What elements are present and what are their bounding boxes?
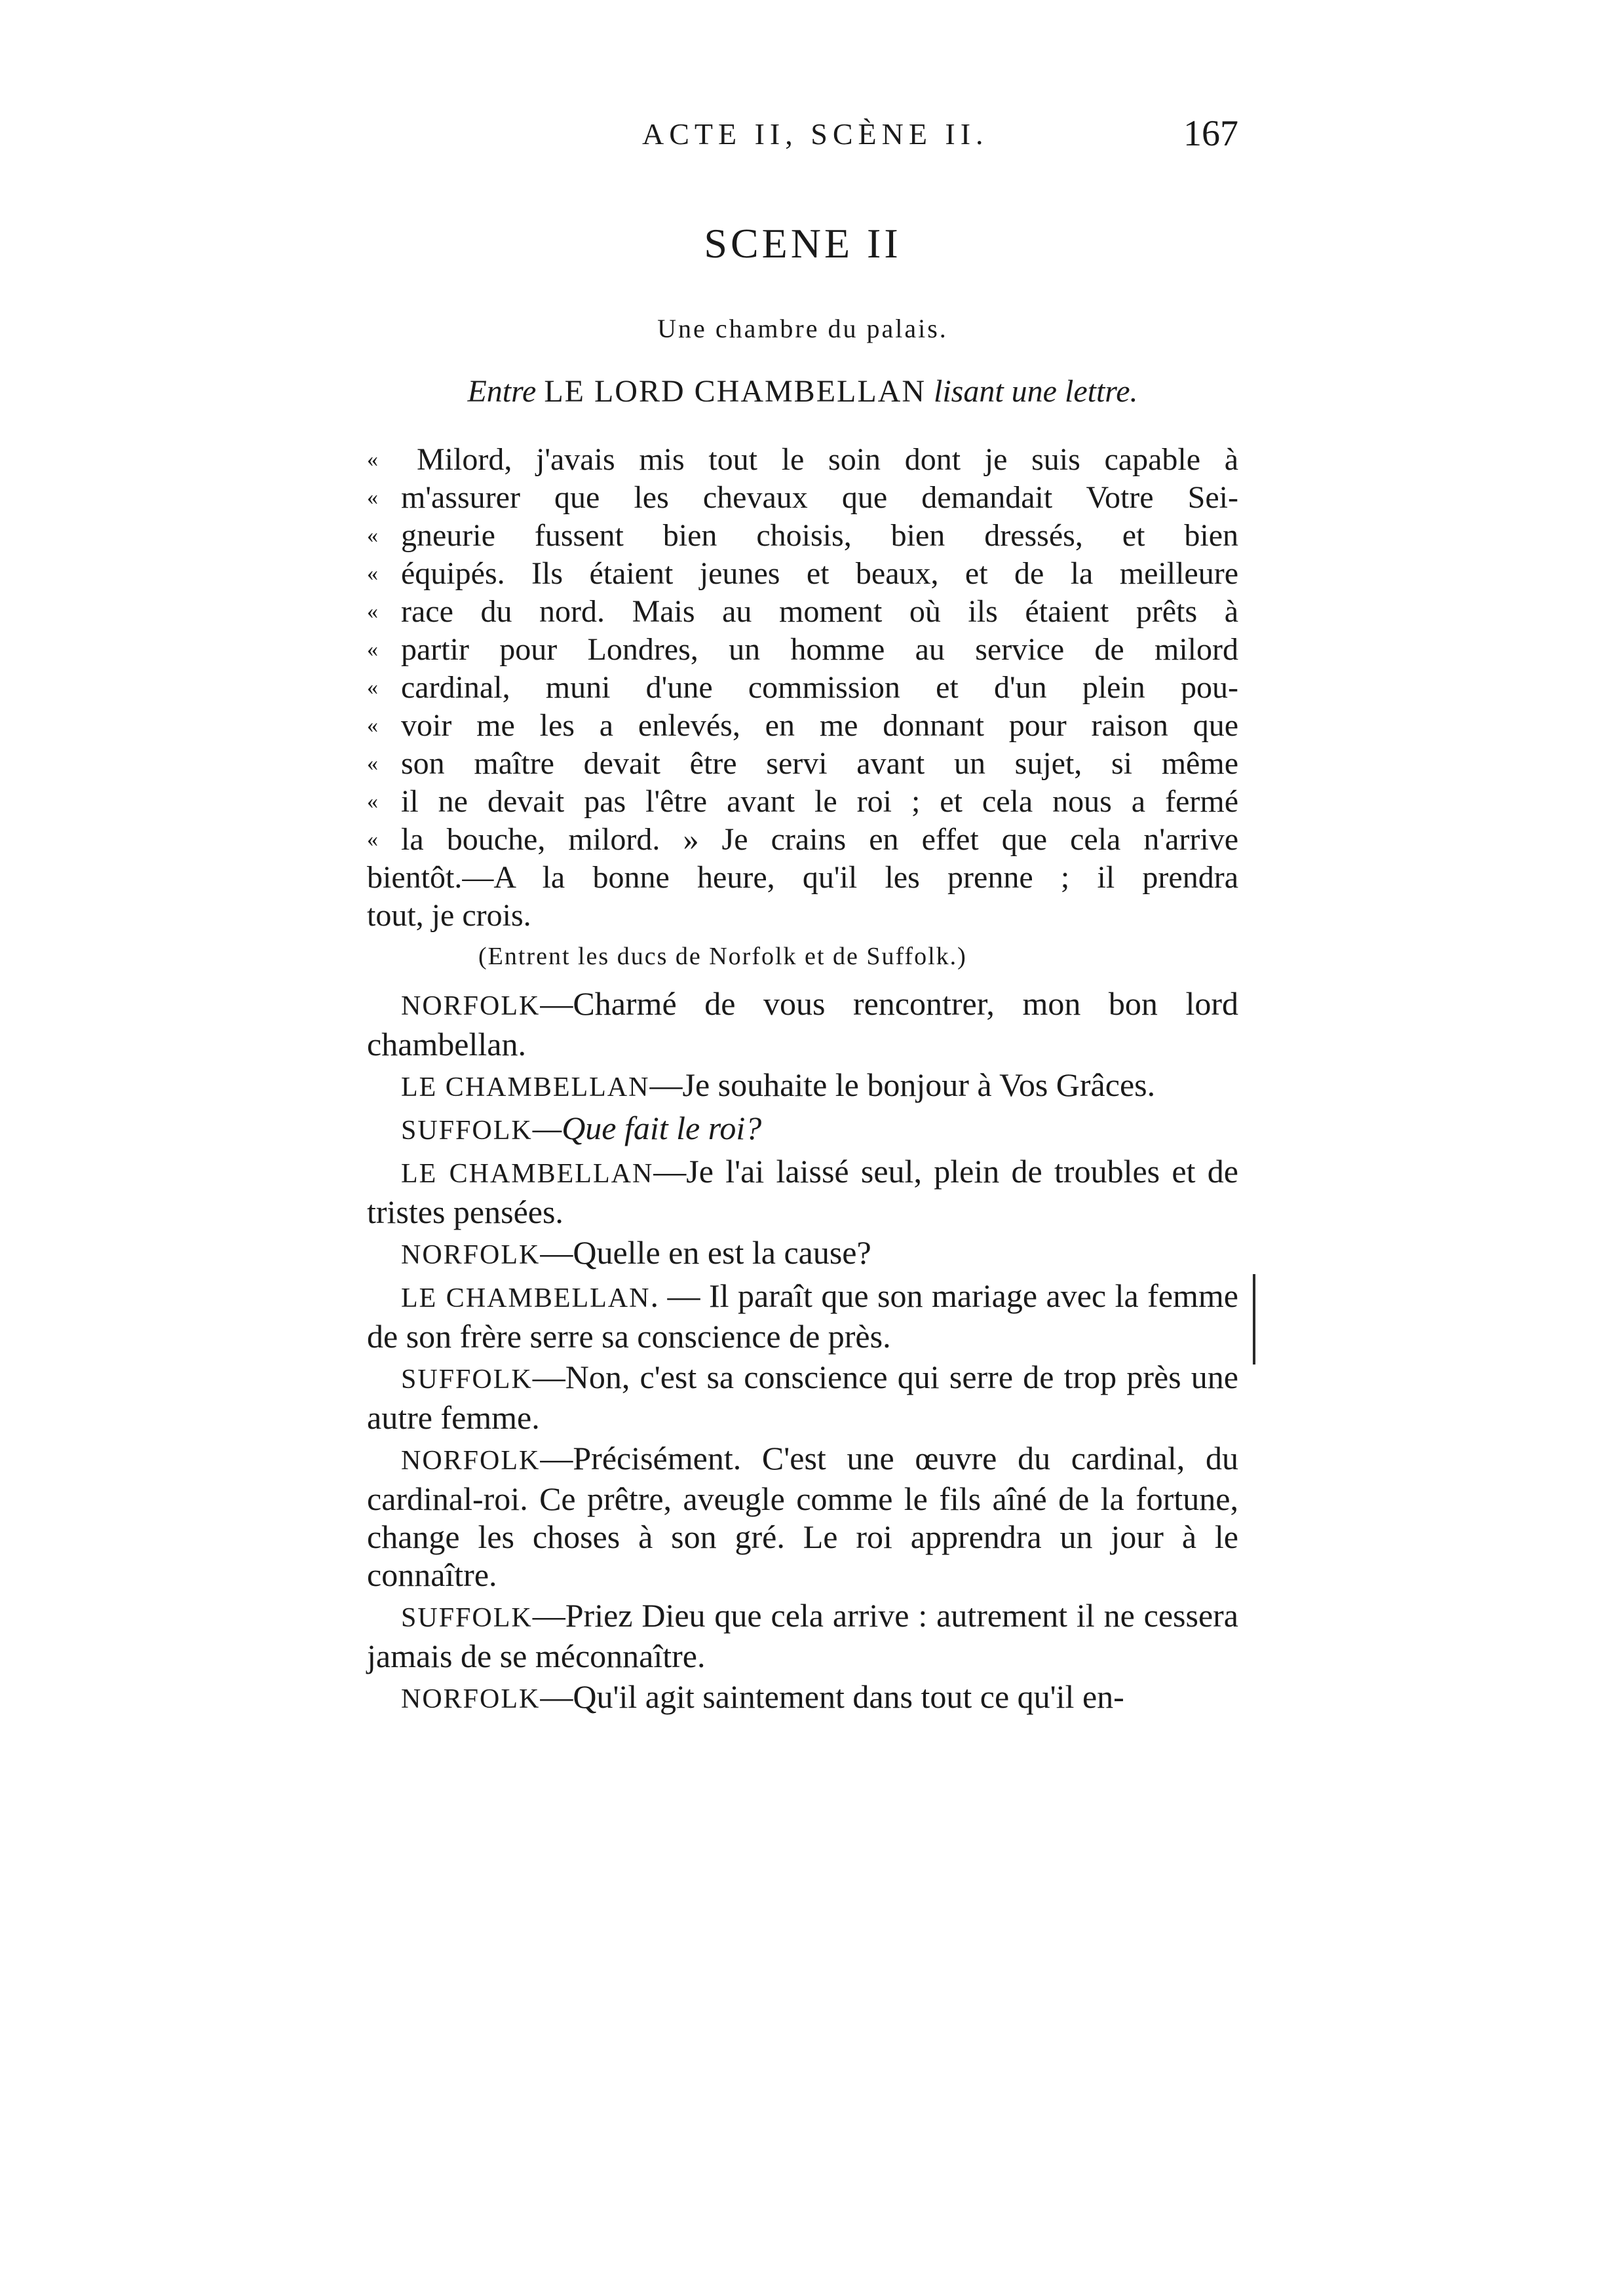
speaker-name: LE CHAMBELLAN [401,1283,651,1313]
scene-title: SCENE II [704,220,902,267]
letter-text [367,441,1238,935]
speech [367,1152,1238,1231]
speech [367,1596,1238,1675]
guillemet: « [367,713,378,738]
entrance-direction [367,373,1238,409]
speech [367,1439,1238,1594]
letter-line: tout, je crois. [367,898,531,933]
speaker-name: SUFFOLK [401,1116,533,1146]
guillemet: « [367,523,378,548]
speech-text: —Précisément. C'est une œuvre du cardinal, du cardinal-roi. Ce prêtre, aveugle comme le fils aîné de la fortune, change les choses à son gré. Le roi apprendra un jour à le connaître. [367,1440,1238,1593]
guillemet: « [367,827,378,852]
guillemet: « [367,637,378,662]
scene-setting: Une chambre du palais. [657,314,948,343]
speech [367,1109,1238,1150]
guillemet: « [367,751,378,776]
guillemet: « [367,675,378,700]
speaker-name: NORFOLK [401,1684,541,1714]
speech-text: . — Il paraît que son mariage avec la femme de son frère serre sa conscience de près. [367,1277,1238,1355]
speaker-name: SUFFOLK [401,1364,533,1395]
speech [367,1358,1238,1437]
speech-text: —Non, c'est sa conscience qui serre de trop près une autre femme. [367,1359,1238,1436]
page-header [367,113,1238,162]
letter-line: « il ne devait pas l'être avant le roi ; et cela nous a fermé [367,783,1238,821]
speaker-name: NORFOLK [401,1240,541,1270]
dialogue [367,985,1238,1721]
entrance-name: LE LORD CHAMBELLAN [544,374,926,409]
margin-mark [1253,1274,1255,1364]
letter-line: « partir pour Londres, un homme au service de milord [367,631,1238,669]
page-number: 167 [1183,113,1238,154]
letter-line: « gneurie fussent bien choisis, bien dressés, et bien [367,517,1238,555]
speech-text: —Que fait le roi? [532,1110,762,1146]
speech [367,1277,1238,1355]
speaker-name: NORFOLK [401,991,541,1021]
speech-text: —Priez Dieu que cela arrive : autrement il ne cessera jamais de se méconnaître. [367,1597,1238,1674]
letter-line: « m'assurer que les chevaux que demandait Votre Sei- [367,479,1238,517]
guillemet: « [367,447,378,472]
speaker-name: LE CHAMBELLAN [401,1159,654,1189]
speaker-name: SUFFOLK [401,1603,533,1633]
speaker-name: LE CHAMBELLAN [401,1072,650,1102]
letter-line: « son maître devait être servi avant un sujet, si même [367,745,1238,783]
letter-line: « voir me les a enlevés, en me donnant pour raison que [367,707,1238,745]
speech [367,985,1238,1063]
speech [367,1233,1238,1274]
guillemet: « [367,789,378,814]
letter-line: bientôt.—A la bonne heure, qu'il les prenne ; il prendra [367,860,1238,895]
letter-line: « race du nord. Mais au moment où ils étaient prêts à [367,593,1238,631]
guillemet: « [367,561,378,586]
speech-text: —Je l'ai laissé seul, plein de troubles et de tristes pensées. [367,1153,1238,1230]
speech [367,1066,1238,1106]
speech-text: —Charmé de vous rencontrer, mon bon lord chambellan. [367,985,1238,1063]
entrance-post: lisant une lettre. [933,374,1138,409]
guillemet: « [367,485,378,510]
speech [367,1678,1238,1718]
stage-direction: (Entrent les ducs de Norfolk et de Suffolk.) [478,943,967,970]
speech-text: —Quelle en est la cause? [540,1234,871,1271]
guillemet: « [367,599,378,624]
letter-line: « la bouche, milord. » Je crains en effet que cela n'arrive [367,821,1238,859]
letter-line: « équipés. Ils étaient jeunes et beaux, et de la meilleure [367,555,1238,593]
letter-line: « Milord, j'avais mis tout le soin dont je suis capable à [367,441,1238,479]
letter-line: « cardinal, muni d'une commission et d'un plein pou- [367,669,1238,707]
speech-text: —Je souhaite le bonjour à Vos Grâces. [649,1066,1156,1103]
entrance-pre: Entre [467,374,537,409]
speech-text: —Qu'il agit saintement dans tout ce qu'il en- [540,1678,1124,1715]
running-head: ACTE II, SCÈNE II. [642,117,989,151]
speaker-name: NORFOLK [401,1446,541,1476]
